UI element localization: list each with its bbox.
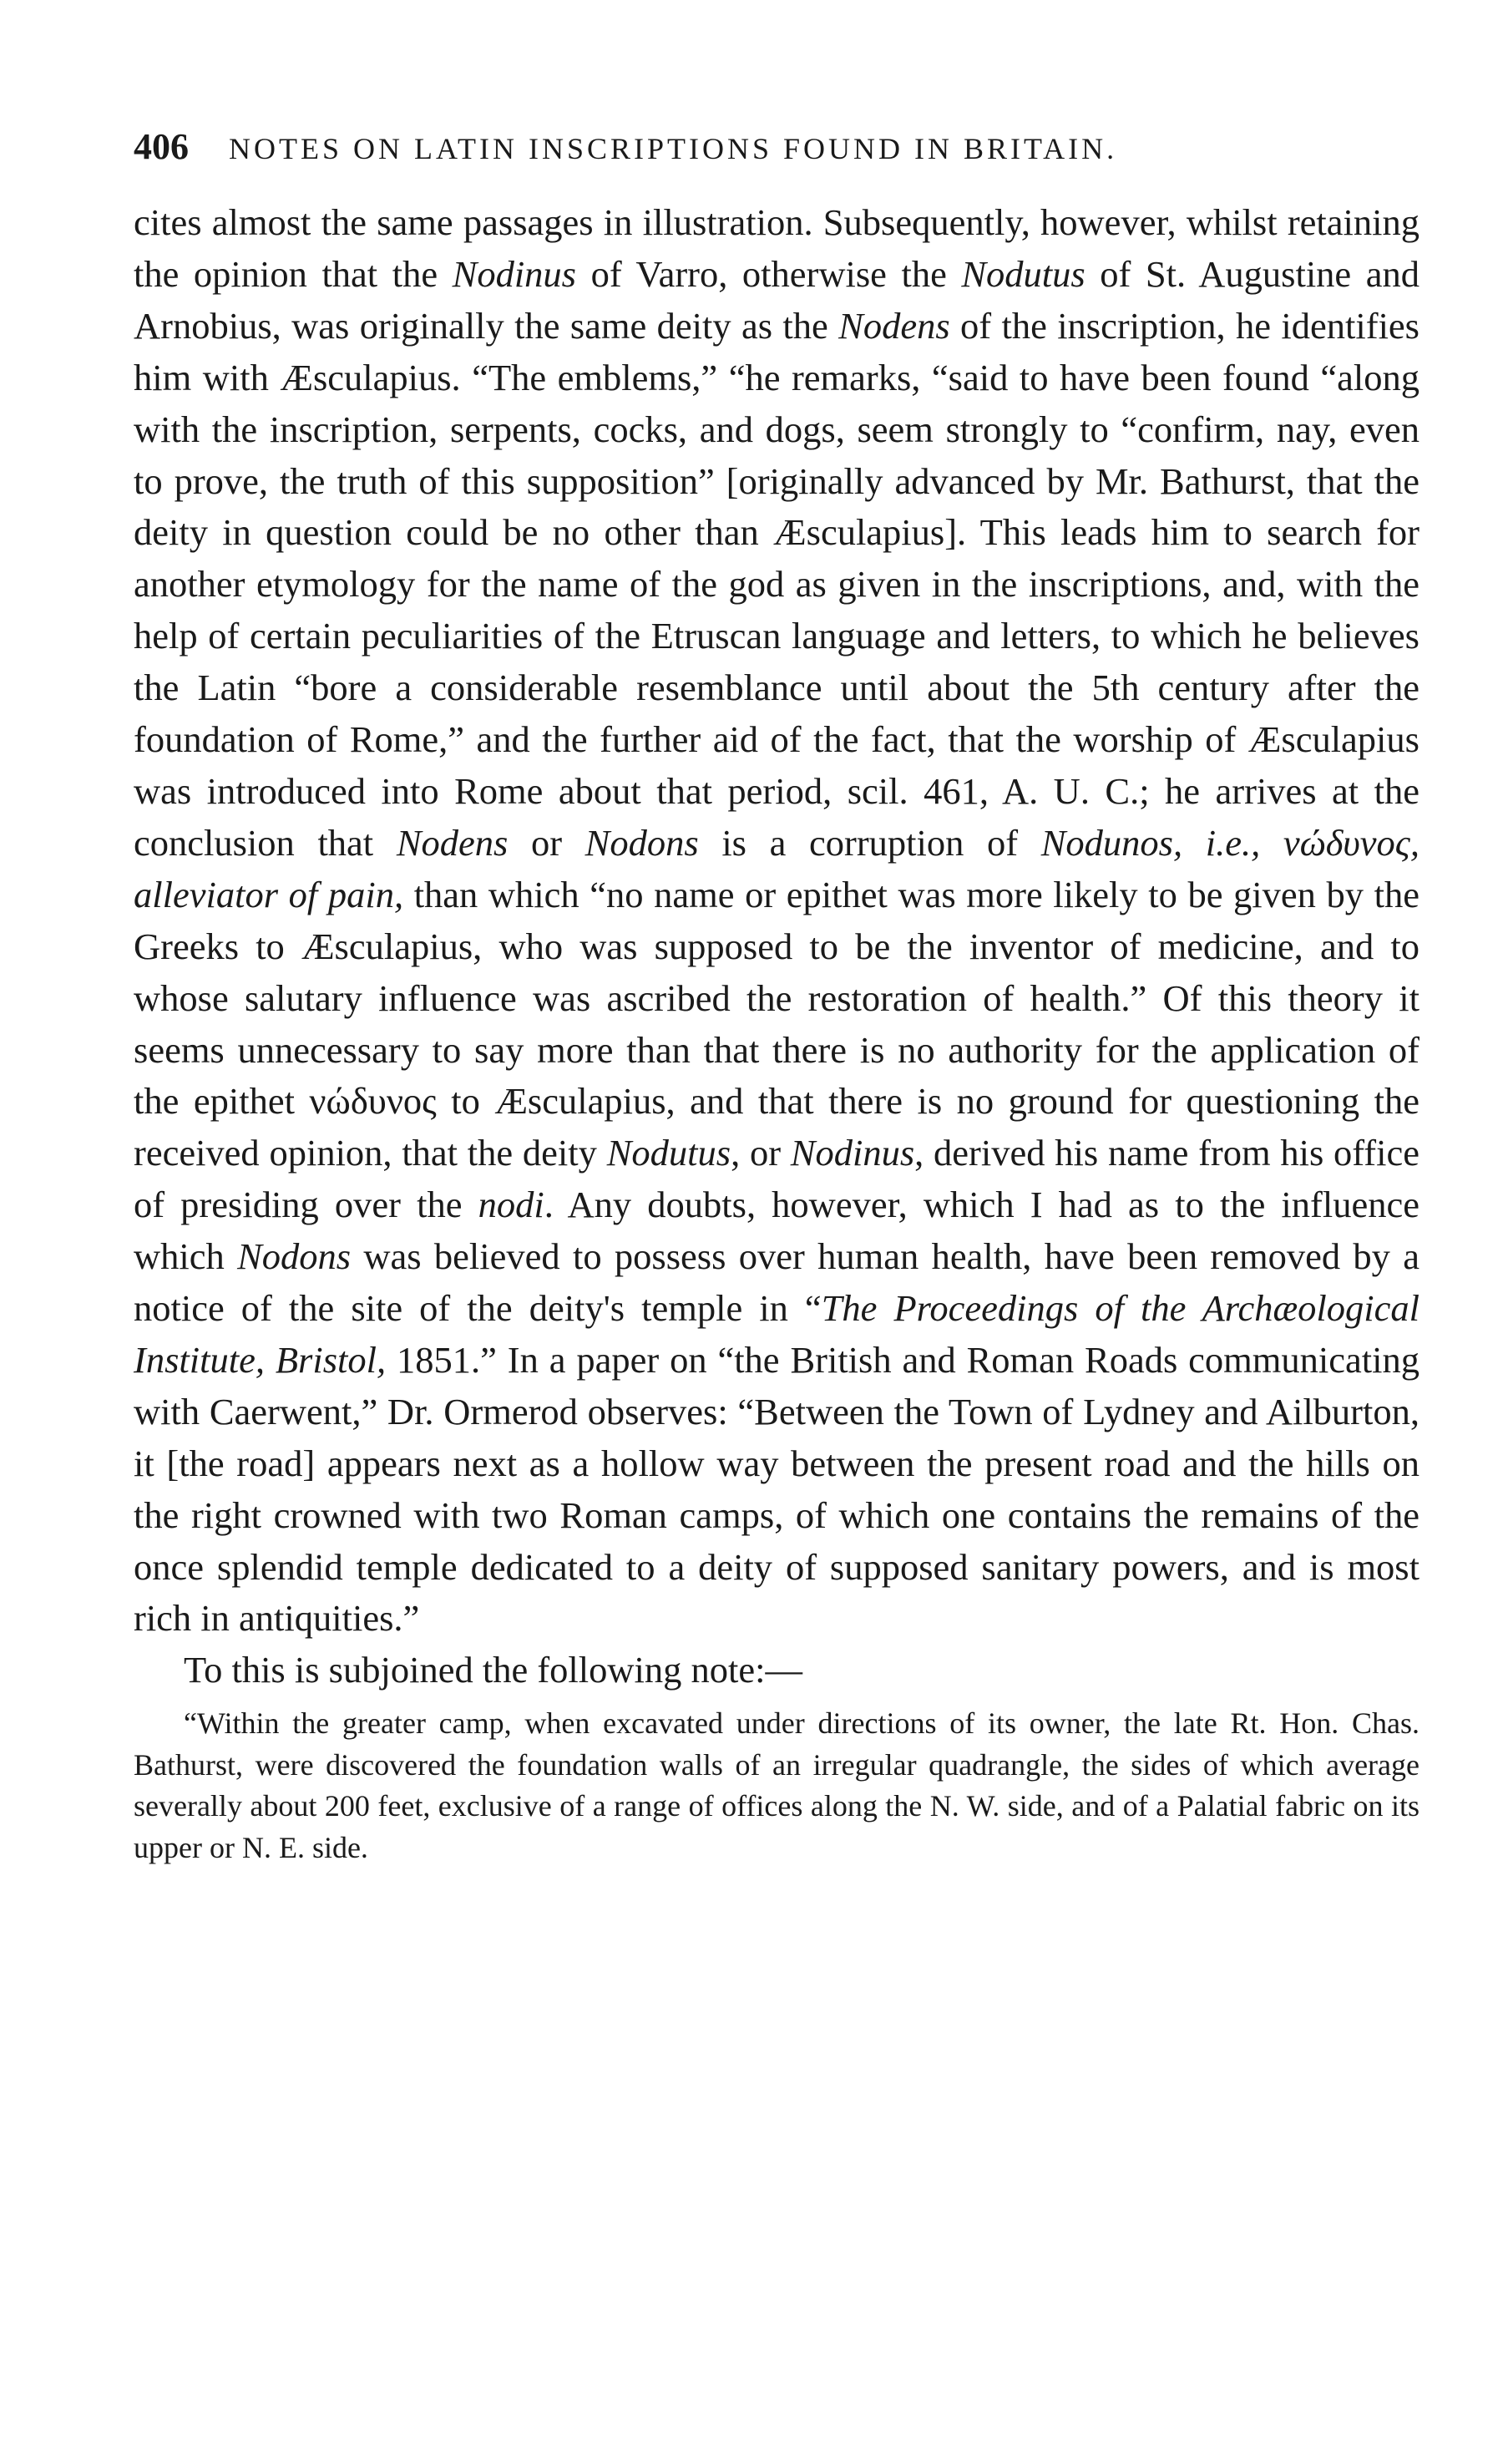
body-paragraph-1: cites almost the same passages in illustration. Subsequently, however, whilst retaining the opinion that the Nodinus of Varro, otherwise the Nodutus of St. Augustine and Arnobius, was originally the same deity as the Nodens of the inscription, he identifies him with Æsculapius. “The emblems,” “he remarks, “said to have been found “along with the inscription, serpents, cocks, and dogs, seem strongly to “confirm, nay, even to prove, the truth of this supposition” [originally advanced by Mr. Bathurst, that the deity in question could be no other than Æsculapius]. This leads him to search for another etymology for the name of the god as given in the inscriptions, and, with the help of certain peculiarities of the Etruscan language and letters, to which he believes the Latin “bore a considerable resemblance until about the 5th century after the foundation of Rome,” and the further aid of the fact, that the worship of Æsculapius was introduced into Rome about that period, scil. 461, A. U. C.; he arrives at the conclusion that Nodens or Nodons is a corruption of Nodunos, i.e., νώδυνος, alleviator of pain, than which “no name or epithet was more likely to be given by the Greeks to Æsculapius, who was supposed to be the inventor of medicine, and to whose salutary influence was ascribed the restoration of health.” Of this theory it seems unnecessary to say more than that there is no authority for the application of the epithet νώδυνος to Æsculapius, and that there is no ground for questioning the received opinion, that the deity Nodutus, or Nodinus, derived his name from his office of presiding over the nodi. Any doubts, however, which I had as to the influence which Nodons was believed to possess over human health, have been removed by a notice of the site of the deity's temple in “The Proceedings of the Archæological Institute, Bristol, 1851.” In a paper on “the British and Roman Roads communicating with Caerwent,” Dr. Ormerod observes: “Between the Town of Lydney and Ailburton, it [the road] appears next as a hollow way between the present road and the hills on the right crowned with two Roman camps, of which one contains the remains of the once splendid temple dedicated to a deity of supposed sanitary powers, and is most rich in antiquities.”	[134, 201, 1420, 1640]
footnote: “Within the greater camp, when excavated under directions of its owner, the late Rt. Hon. Chas. Bathurst, were discovered the foundation walls of an irregular quadrangle, the sides of which average severally about 200 feet, exclusive of a range of offices along the N. W. side, and of a Palatial fabric on its upper or N. E. side.	[134, 1706, 1420, 1864]
text-column	[134, 197, 1420, 1868]
body-paragraph-2: To this is subjoined the following note:—	[184, 1649, 802, 1691]
running-title: NOTES ON LATIN INSCRIPTIONS FOUND IN BRITAIN.	[229, 132, 1118, 165]
running-head	[134, 125, 1420, 175]
page-number: 406	[134, 126, 189, 167]
